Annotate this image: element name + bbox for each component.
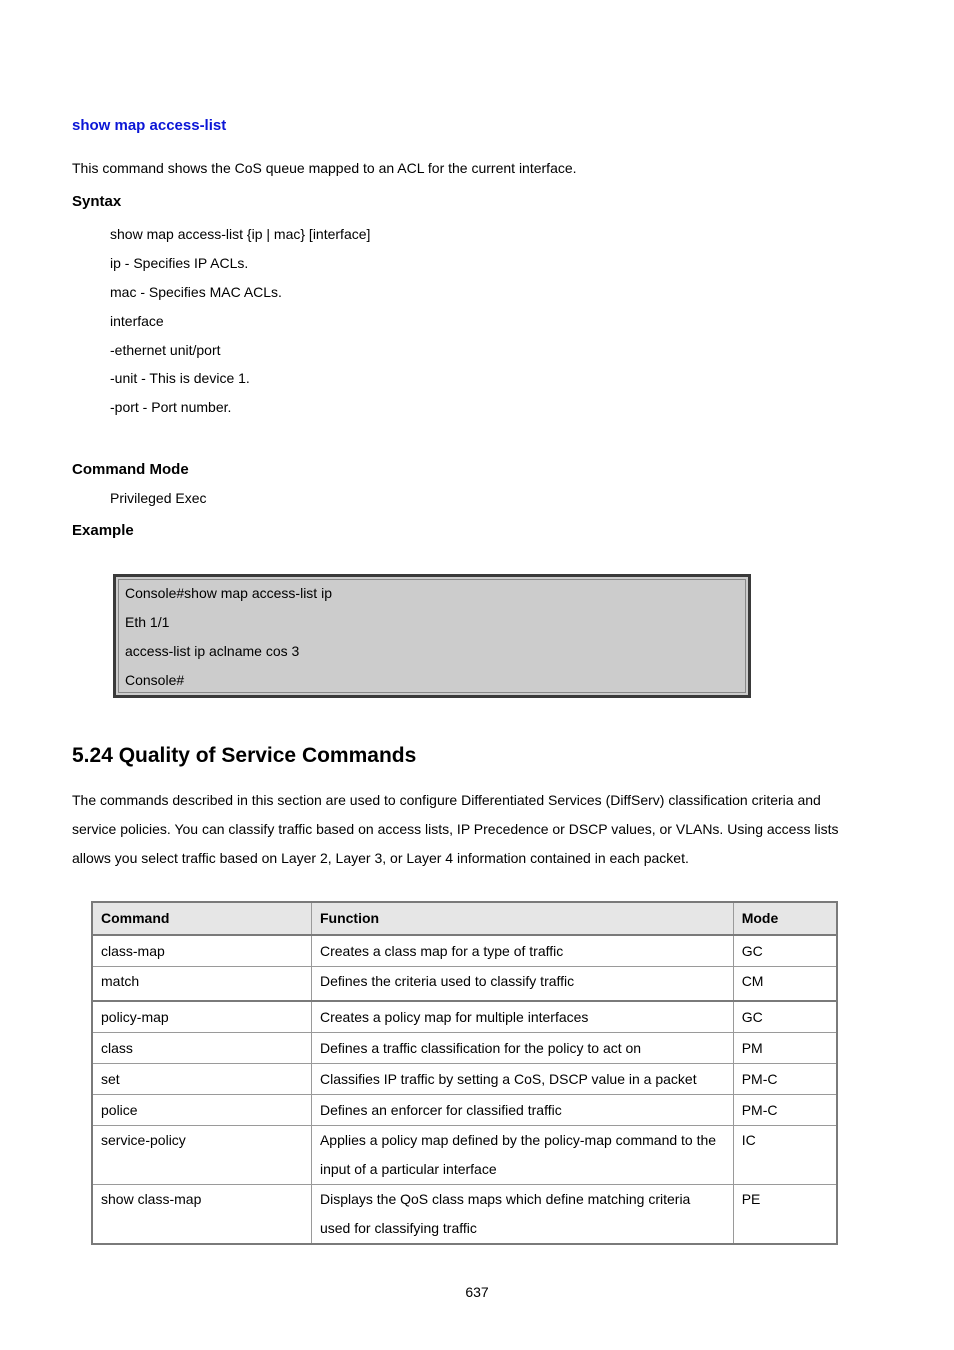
- cell-command: policy-map: [92, 1001, 311, 1033]
- syntax-line: interface: [110, 313, 164, 329]
- section-description-line: service policies. You can classify traffic based on access lists, IP Precedence or DSCP values, or VLANs. Using access lists: [72, 821, 839, 837]
- syntax-line: ip - Specifies IP ACLs.: [110, 255, 249, 271]
- cell-mode: GC: [733, 935, 837, 967]
- header-command: Command: [92, 902, 311, 935]
- console-line: Console#show map access-list ip: [125, 585, 332, 601]
- table-row: [92, 1126, 837, 1185]
- cell-mode: GC: [733, 1001, 837, 1033]
- cell-function: [311, 1185, 733, 1245]
- command-title: show map access-list: [72, 117, 227, 134]
- syntax-line: -unit - This is device 1.: [110, 370, 250, 386]
- console-line: Eth 1/1: [125, 614, 170, 630]
- cell-command: match: [92, 967, 311, 1002]
- table-row: [92, 1185, 837, 1245]
- syntax-line: -port - Port number.: [110, 399, 232, 415]
- cell-function: Defines a traffic classification for the policy to act on: [311, 1033, 733, 1064]
- table-row: [92, 1033, 837, 1064]
- cell-function-line: used for classifying traffic: [319, 1220, 477, 1236]
- cell-function-line: Applies a policy map defined by the policy-map command to the: [319, 1132, 717, 1148]
- cell-command: class-map: [92, 935, 311, 967]
- syntax-line: mac - Specifies MAC ACLs.: [110, 284, 282, 300]
- command-mode-heading: Command Mode: [72, 461, 189, 478]
- table-row: [92, 1095, 837, 1126]
- section-description-line: The commands described in this section are used to configure Differentiated Services (DiffServ) classification criteria and: [72, 792, 821, 808]
- cell-function: Creates a policy map for multiple interfaces: [311, 1001, 733, 1033]
- table-header-row: [92, 902, 837, 935]
- header-function: Function: [311, 902, 733, 935]
- cell-function: Defines the criteria used to classify traffic: [311, 967, 733, 1002]
- cell-command: police: [92, 1095, 311, 1126]
- cell-mode: PM-C: [733, 1064, 837, 1095]
- cell-function: Defines an enforcer for classified traffic: [311, 1095, 733, 1126]
- example-heading: Example: [72, 522, 134, 539]
- syntax-line: show map access-list {ip | mac} [interface]: [110, 226, 371, 242]
- cell-function: Creates a class map for a type of traffic: [311, 935, 733, 967]
- table-row: [92, 1064, 837, 1095]
- console-line: Console#: [125, 672, 185, 688]
- cell-command: class: [92, 1033, 311, 1064]
- cell-mode: IC: [733, 1126, 837, 1185]
- cell-mode: PM: [733, 1033, 837, 1064]
- cell-command: service-policy: [92, 1126, 311, 1185]
- commands-table: [91, 901, 838, 1245]
- section-title: 5.24 Quality of Service Commands: [72, 744, 417, 767]
- syntax-heading: Syntax: [72, 193, 122, 210]
- cell-mode: PE: [733, 1185, 837, 1245]
- cell-function-line: input of a particular interface: [319, 1161, 497, 1177]
- cell-function: Classifies IP traffic by setting a CoS, DSCP value in a packet: [311, 1064, 733, 1095]
- command-mode-value: Privileged Exec: [110, 490, 207, 506]
- table-row: [92, 1001, 837, 1033]
- table-row: [92, 935, 837, 967]
- cell-mode: PM-C: [733, 1095, 837, 1126]
- cell-function: [311, 1126, 733, 1185]
- page-number: 637: [465, 1284, 489, 1300]
- section-description-line: allows you select traffic based on Layer 2, Layer 3, or Layer 4 information contained in each packet.: [72, 850, 689, 866]
- command-description: This command shows the CoS queue mapped to an ACL for the current interface.: [72, 160, 577, 176]
- cell-function-line: Displays the QoS class maps which define matching criteria: [319, 1191, 691, 1207]
- console-example-box: [113, 574, 751, 698]
- syntax-line: -ethernet unit/port: [110, 342, 221, 358]
- cell-command: show class-map: [92, 1185, 311, 1245]
- cell-command: set: [92, 1064, 311, 1095]
- cell-mode: CM: [733, 967, 837, 1002]
- console-line: access-list ip aclname cos 3: [125, 643, 300, 659]
- table-row: [92, 967, 837, 1002]
- header-mode: Mode: [733, 902, 837, 935]
